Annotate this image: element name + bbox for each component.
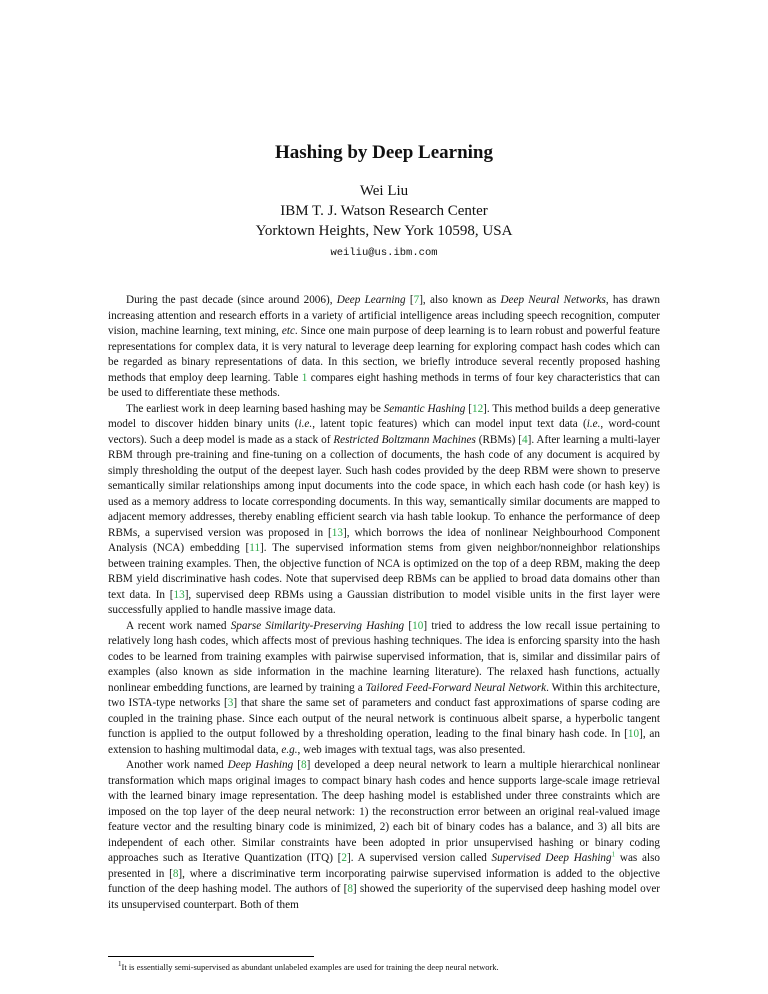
citation-link[interactable]: 3 <box>227 697 234 709</box>
emphasis-text: Supervised Deep Hashing <box>491 852 612 864</box>
citation-link[interactable]: 12 <box>471 402 484 415</box>
text-run: Another work named <box>126 759 228 771</box>
emphasis-text: Semantic Hashing <box>383 402 466 415</box>
text-run: (RBMs) [ <box>475 433 523 446</box>
text-run: ] tried to address the low recall issue pertaining to relatively long hash codes, which affects most of previous hashing techniques. The idea is enforcing sparsity into the hash codes to be learned from training examples with pairwise supervised information, that is, similar and dissimilar pairs of examples (also known as side information in the machine learning literature). The relaxed hash functions, actually nonlinear embedding functions, are learned by training a <box>108 619 660 694</box>
footnote-mark: 1 <box>118 960 122 969</box>
text-run: . Within this architecture, two ISTA-type networks [ <box>108 681 660 709</box>
text-run: ]. The supervised information stems from given neighbor/nonneighbor relationships between training examples. Then, the objective function of NCA is optimized on the top of a deep RBM, making the deep RBM yield discriminative hash codes. Note that supervised deep RBMs can be applied to broad data domains other than text data. In [ <box>108 542 661 601</box>
citation-link[interactable]: 4 <box>522 433 528 446</box>
text-run: , web images with textual tags, was also presented. <box>297 743 526 756</box>
emphasis-text: Sparse Similarity-Preserving Hashing <box>230 619 405 632</box>
emphasis-text: Deep Learning <box>336 294 406 306</box>
paragraph <box>108 619 660 759</box>
citation-link[interactable]: 7 <box>413 294 420 306</box>
text-run: , word-count vectors). Such a deep model is made as a stack of <box>108 418 661 446</box>
body-text <box>108 293 660 913</box>
text-run: ]. A supervised version called <box>347 852 492 864</box>
citation-link[interactable]: 10 <box>412 619 424 632</box>
footnote-rule <box>108 956 314 957</box>
citation-link[interactable]: 11 <box>249 542 261 554</box>
emphasis-text: e.g. <box>281 743 298 756</box>
emphasis-text: i.e. <box>298 418 313 430</box>
text-run: ], supervised deep RBMs using a Gaussian distribution to model visible units in the first layer were successfully applied to handle massive image data. <box>108 588 660 616</box>
text-run: ], where a discriminative term incorporating pairwise supervised information is added to the objective function of the deep hashing model. The authors of [ <box>108 867 661 895</box>
text-run: , has drawn increasing attention and research efforts in a variety of artificial intelligence areas including speech recognition, computer vision, machine learning, text mining, <box>108 294 661 337</box>
paragraph <box>108 293 660 402</box>
text-run: ], an extension to hashing multimodal data, <box>108 728 660 756</box>
text-run: [ <box>404 619 413 632</box>
citation-link[interactable]: 1 <box>301 371 308 384</box>
paragraph <box>108 758 660 913</box>
text-run: . Since one main purpose of deep learning is to learn robust and powerful feature representations for complex data, it is very natural to leverage deep learning for exploring compact hash codes which can be regarded as binary representations of data. In this section, we briefly introduce several recently proposed hashing methods that employ deep learning. Table <box>108 325 660 384</box>
citation-link[interactable]: 8 <box>347 883 353 895</box>
emphasis-text: Restricted Boltzmann Machines <box>333 433 476 446</box>
text-run: A recent work named <box>126 619 231 632</box>
text-run: ], which borrows the idea of nonlinear Neighbourhood Component Analysis (NCA) embedding [ <box>108 526 661 554</box>
citation-link[interactable]: 10 <box>627 728 640 740</box>
text-run: ]. This method builds a deep generative model to discover hidden binary units ( <box>108 402 660 430</box>
footnote <box>108 962 668 973</box>
text-run: ] showed the superiority of the supervised deep hashing model over its unsupervised counterpart. Both of them <box>108 883 661 911</box>
citation-link[interactable]: 2 <box>341 852 348 864</box>
text-run: The earliest work in deep learning based hashing may be <box>126 402 384 415</box>
text-run: ] that share the same set of parameters and conduct fast approximations of sparse coding are coupled in the training phase. Since each output of the neural network is continuous albeit sparse, a hyperbolic tangent function is applied to the output followed by a thresholding operation, leading to the final binary hash code. In [ <box>108 697 660 740</box>
text-run: During the past decade (since around 2006), <box>126 294 337 306</box>
author-location: Yorktown Heights, New York 10598, USA <box>255 223 513 239</box>
text-run: [ <box>293 759 302 771</box>
footnote-ref[interactable]: 1 <box>611 850 616 859</box>
emphasis-text: Deep Hashing <box>227 759 294 771</box>
footnote-text: It is essentially semi-supervised as abundant unlabeled examples are used for training the deep neural network. <box>121 962 499 972</box>
text-run: ] developed a deep neural network to learn a multiple hierarchical nonlinear transformation which maps original images to compact binary hash codes and hence supports large-scale image retrieval with the learned binary image representation. The deep hashing model is established under three constraints which are imposed on the top layer of the deep neural network: 1) the reconstruction error between an original real-valued image feature vector and the resulting binary code is minimized, 2) each bit of binary codes has a balance, and 3) all bits are independent of each other. Similar constraints have been adopted in prior unsupervised hashing or binary coding approaches such as Iterative Quantization (ITQ) [ <box>108 759 660 864</box>
author-name: Wei Liu <box>359 183 409 199</box>
citation-link[interactable]: 8 <box>172 867 179 880</box>
paper-title: Hashing by Deep Learning <box>274 142 493 163</box>
author-affiliation: IBM T. J. Watson Research Center <box>280 203 488 219</box>
emphasis-text: etc <box>281 325 295 337</box>
text-run: [ <box>405 294 414 306</box>
text-run: ]. After learning a multi-layer RBM through pre-training and fine-tuning on a collection of documents, the hash code of any document is acquired by simply thresholding the output of the deepest layer. Such hash codes provided by the deep RBM were shown to preserve semantically similar relationships among input documents into the code space, in which each hash code (or hash key) is used as a memory address to locate corresponding documents. In this way, semantically similar documents are mapped to adjacent memory addresses, thereby enabling efficient search via hash table lookup. To enhance the performance of deep RBMs, a supervised version was proposed in [ <box>108 433 661 539</box>
text-run: was also presented in [ <box>108 852 661 880</box>
text-run: compares eight hashing methods in terms of four key characteristics that can be used to differentiate these methods. <box>108 371 660 399</box>
emphasis-text: i.e. <box>586 418 601 430</box>
text-run: , latent topic features) which can model input text data ( <box>312 418 587 430</box>
citation-link[interactable]: 13 <box>173 588 185 601</box>
author-block <box>0 181 768 263</box>
author-email[interactable]: weiliu@us.ibm.com <box>330 247 438 259</box>
text-run: [ <box>465 402 472 415</box>
paragraph <box>108 402 660 619</box>
citation-link[interactable]: 13 <box>331 526 343 539</box>
text-run: ], also known as <box>419 294 501 306</box>
emphasis-text: Tailored Feed-Forward Neural Network <box>365 681 547 694</box>
citation-link[interactable]: 8 <box>301 759 307 771</box>
emphasis-text: Deep Neural Networks <box>500 294 606 306</box>
